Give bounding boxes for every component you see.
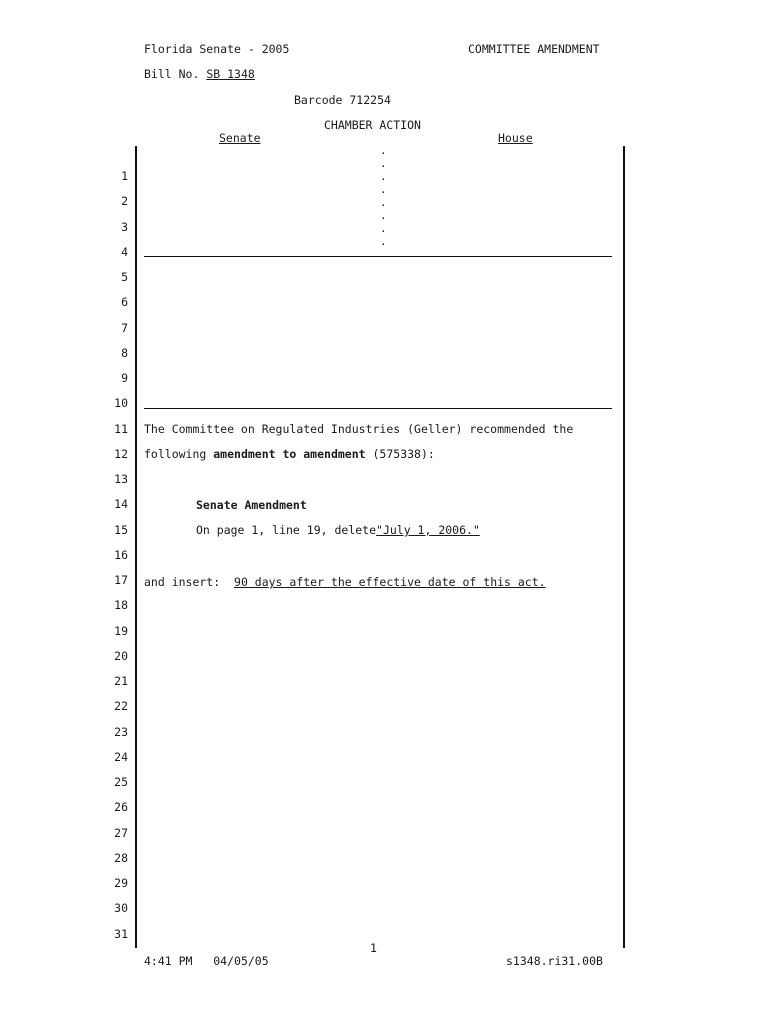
- line-number: 2: [121, 194, 128, 209]
- line-number: 29: [114, 876, 128, 890]
- footer-file-id: s1348.ri31.00B: [506, 954, 603, 968]
- line-number: 14: [114, 497, 128, 512]
- line-number: 10: [114, 396, 128, 411]
- footer-date: 04/05/05: [213, 954, 269, 968]
- senate-amendment-heading: Senate Amendment: [196, 498, 307, 512]
- horizontal-rule-top: [144, 256, 612, 257]
- line12-post-text: (575338):: [365, 447, 435, 461]
- chamber-dot: .: [380, 222, 387, 235]
- line15-text: On page 1, line 19, delete: [196, 523, 377, 537]
- bill-label: Bill No.: [144, 67, 200, 81]
- chamber-dot: .: [380, 144, 387, 157]
- house-heading: House: [498, 131, 533, 145]
- bill-number-line: [144, 67, 255, 81]
- line-number: 1: [121, 169, 128, 183]
- line12-text: following: [144, 447, 214, 461]
- bill-number: SB 1348: [206, 67, 255, 81]
- line-number: 22: [114, 699, 128, 714]
- line-number: 3: [121, 219, 128, 234]
- line-number: 6: [121, 295, 128, 310]
- header-right-title: COMMITTEE AMENDMENT: [468, 42, 600, 56]
- chamber-dot: .: [380, 209, 387, 222]
- left-margin-rule: [135, 146, 137, 948]
- body-line-11: The Committee on Regulated Industries (Geller) recommended the: [144, 422, 574, 436]
- line-number: 18: [114, 598, 128, 613]
- page-number: 1: [370, 941, 377, 955]
- line-number: 20: [114, 648, 128, 663]
- senate-heading: Senate: [219, 131, 261, 145]
- chamber-dot: .: [380, 183, 387, 196]
- line-number: 17: [114, 573, 128, 587]
- line-number: 31: [114, 926, 128, 941]
- line-number: 8: [121, 345, 128, 360]
- line-number: 16: [114, 547, 128, 562]
- horizontal-rule-bottom: [144, 408, 612, 409]
- line-number: 27: [114, 825, 128, 840]
- line-number: 25: [114, 775, 128, 789]
- chamber-dot: .: [380, 170, 387, 183]
- body-line-12: [144, 447, 435, 461]
- line-number: 28: [114, 850, 128, 865]
- chamber-dot: .: [380, 235, 387, 248]
- line-number: 26: [114, 800, 128, 815]
- footer-time: 4:41 PM: [144, 954, 193, 968]
- chamber-dot: .: [380, 157, 387, 170]
- line-number: 5: [121, 270, 128, 284]
- line-number: 19: [114, 623, 128, 638]
- line-number: 15: [114, 522, 128, 537]
- line-number: 12: [114, 446, 128, 461]
- line-number: 13: [114, 472, 128, 486]
- header-left-title: Florida Senate - 2005: [144, 42, 290, 56]
- inserted-text: 90 days after the effective date of this act.: [234, 575, 546, 589]
- line-number: 24: [114, 749, 128, 764]
- line17-text: and insert:: [144, 575, 235, 589]
- line-number: 11: [114, 421, 128, 436]
- barcode: Barcode 712254: [294, 93, 391, 107]
- line-number: 4: [121, 244, 128, 259]
- line-number: 23: [114, 724, 128, 739]
- line-number: 7: [121, 320, 128, 335]
- deleted-text: "July 1, 2006.": [376, 523, 480, 537]
- right-margin-rule: [623, 146, 625, 948]
- body-line-17: [144, 575, 546, 589]
- line-number: 30: [114, 901, 128, 916]
- footer-timestamp: [144, 954, 269, 968]
- body-line-15: [196, 523, 480, 537]
- line-number: 21: [114, 674, 128, 688]
- line12-bold-text: amendment to amendment: [213, 447, 366, 461]
- chamber-dot: .: [380, 196, 387, 209]
- chamber-action-title: CHAMBER ACTION: [324, 118, 421, 132]
- line-number: 9: [121, 371, 128, 385]
